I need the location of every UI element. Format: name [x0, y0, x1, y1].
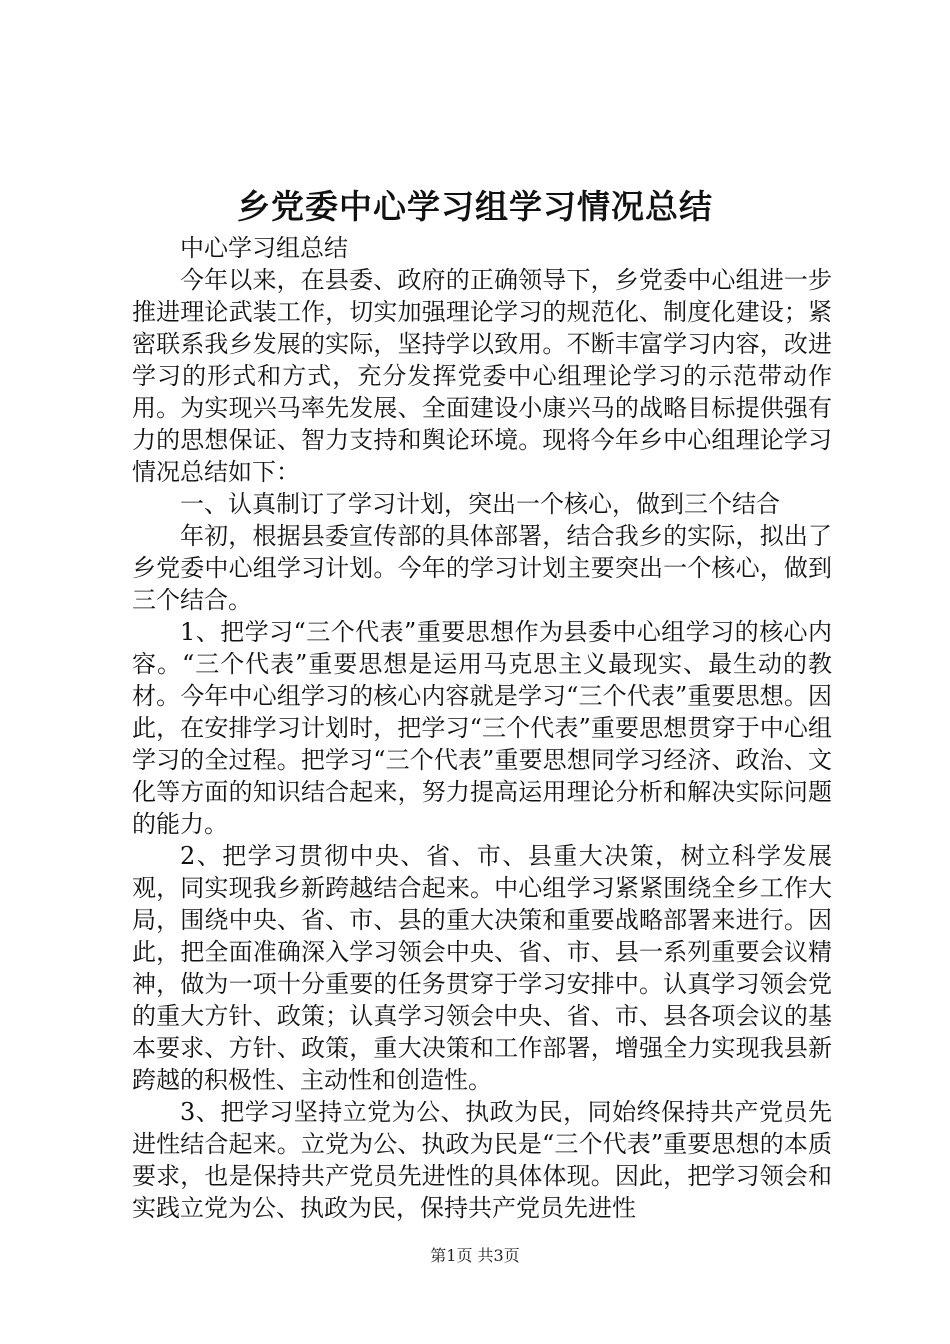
body-paragraph: 年初，根据县委宣传部的具体部署，结合我乡的实际，拟出了乡党委中心组学习计划。今年的学习计划主要突出一个核心，做到三个结合。 — [132, 522, 832, 614]
document-title: 乡党委中心学习组学习情况总结 — [237, 187, 713, 226]
body-paragraph: 1、把学习“三个代表”重要思想作为县委中心组学习的核心内容。“三个代表”重要思想是运用马克思主义最现实、最生动的教材。今年中心组学习的核心内容就是学习“三个代表”重要思想。因此，在安排学习计划时，把学习“三个代表”重要思想贯穿于中心组学习的全过程。把学习“三个代表”重要思想同学习经济、政治、文化等方面的知识结合起来，努力提高运用理论分析和解决实际问题的能力。 — [132, 618, 832, 838]
body-paragraph: 2、把学习贯彻中央、省、市、县重大决策，树立科学发展观，同实现我乡新跨越结合起来。中心组学习紧紧围绕全乡工作大局，围绕中央、省、市、县的重大决策和重要战略部署来进行。因此，把全面准确深入学习领会中央、省、市、县一系列重要会议精神，做为一项十分重要的任务贯穿于学习安排中。认真学习领会党的重大方针、政策；认真学习领会中央、省、市、县各项会议的基本要求、方针、政策，重大决策和工作部署，增强全力实现我县新跨越的积极性、主动性和创造性。 — [132, 842, 832, 1094]
body-paragraph: 中心学习组总结 — [180, 234, 348, 262]
page-footer: 第1页 共3页 — [430, 1246, 520, 1265]
body-paragraph: 今年以来，在县委、政府的正确领导下，乡党委中心组进一步推进理论武装工作，切实加强理论学习的规范化、制度化建设；紧密联系我乡发展的实际，坚持学以致用。不断丰富学习内容，改进学习的形式和方式，充分发挥党委中心组理论学习的示范带动作用。为实现兴马率先发展、全面建设小康兴马的战略目标提供强有力的思想保证、智力支持和舆论环境。现将今年乡中心组理论学习情况总结如下： — [132, 266, 832, 486]
document-body — [132, 232, 832, 1224]
section-heading: 一、认真制订了学习计划，突出一个核心，做到三个结合 — [180, 490, 780, 518]
body-paragraph: 3、把学习坚持立党为公、执政为民，同始终保持共产党员先进性结合起来。立党为公、执政为民是“三个代表”重要思想的本质要求，也是保持共产党员先进性的具体体现。因此，把学习领会和实践立党为公、执政为民，保持共产党员先进性 — [132, 1098, 832, 1222]
